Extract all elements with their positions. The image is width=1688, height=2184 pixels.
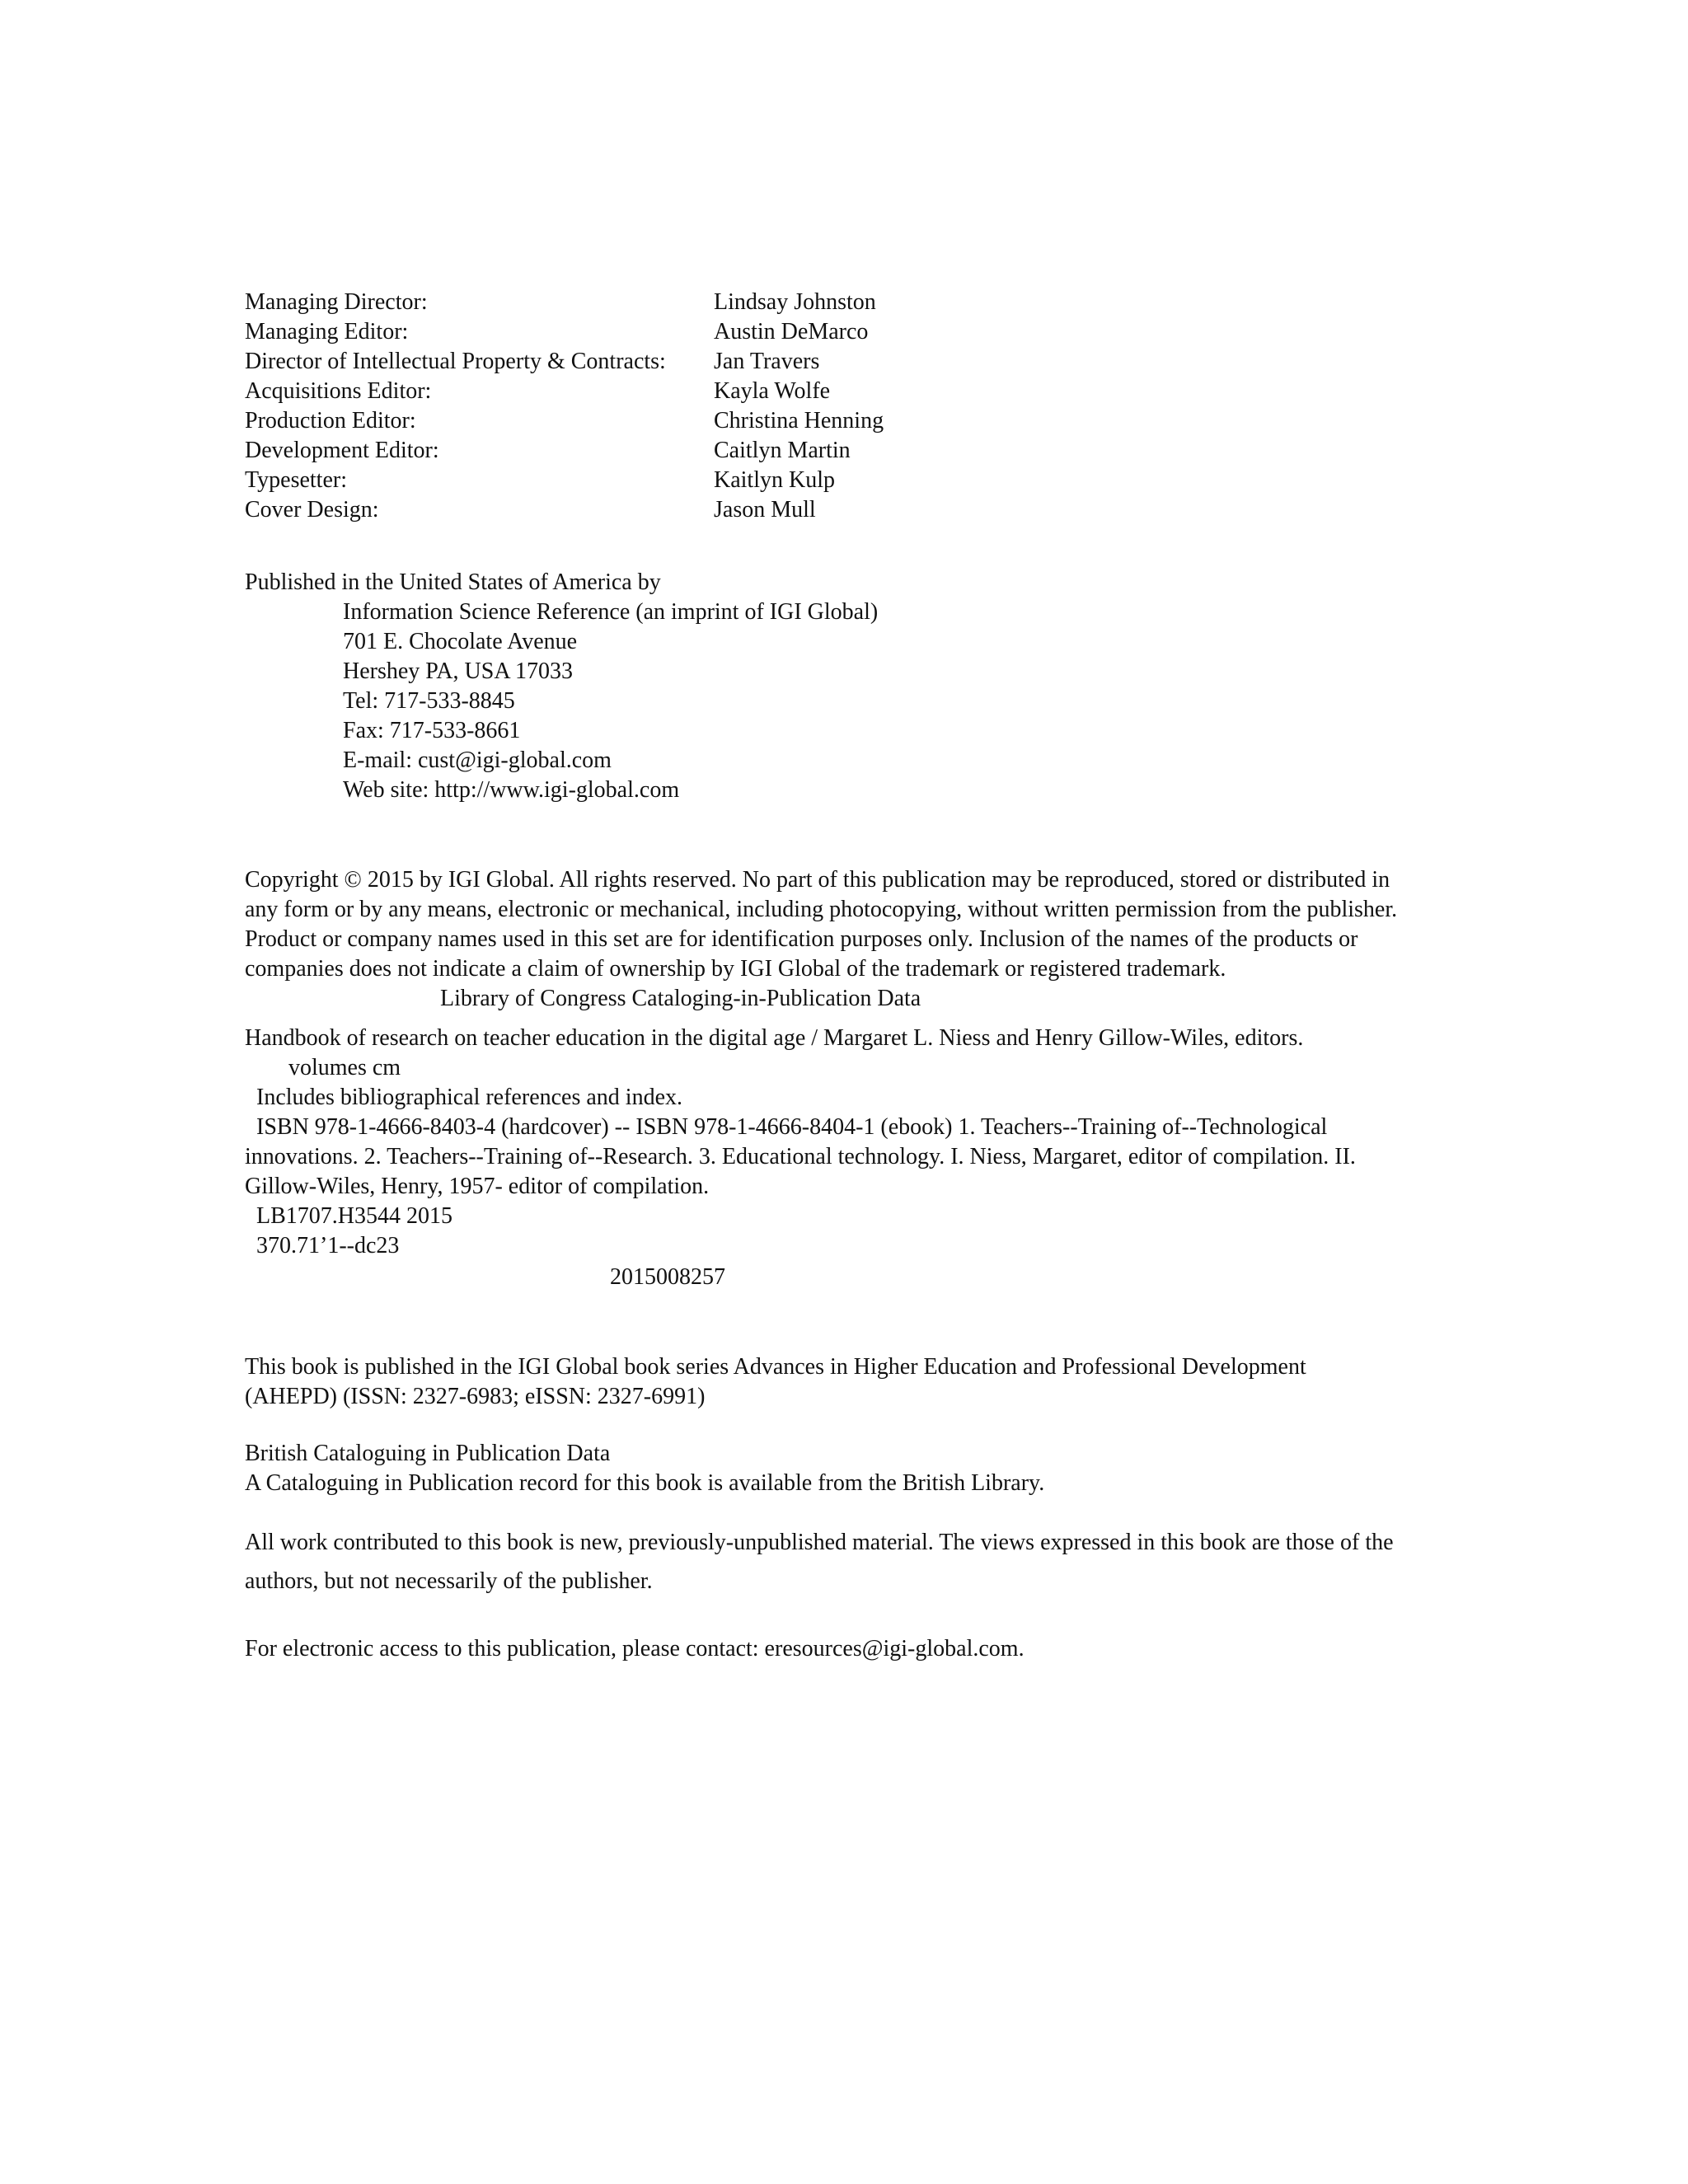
- british-cip-heading: British Cataloguing in Publication Data: [245, 1441, 611, 1466]
- credit-role: Production Editor:: [245, 408, 416, 434]
- cip-dewey: 370.71’1--dc23: [256, 1233, 400, 1258]
- british-cip-text: A Cataloguing in Publication record for this book is available from the British Library.: [245, 1470, 1045, 1496]
- copyright-line: companies does not indicate a claim of ownership by IGI Global of the trademark or registered trademark.: [245, 956, 1226, 982]
- publisher-name: Information Science Reference (an imprint of IGI Global): [343, 599, 879, 625]
- publisher-street: 701 E. Chocolate Avenue: [343, 629, 578, 654]
- credit-name: Lindsay Johnston: [714, 289, 876, 315]
- cip-call-number: LB1707.H3544 2015: [256, 1203, 452, 1229]
- credit-role: Managing Director:: [245, 289, 428, 315]
- disclaimer-line: authors, but not necessarily of the publisher.: [245, 1568, 653, 1594]
- publisher-website: Web site: http://www.igi-global.com: [343, 777, 680, 803]
- publisher-tel: Tel: 717-533-8845: [343, 688, 515, 714]
- cip-isbn-line: innovations. 2. Teachers--Training of--Research. 3. Educational technology. I. Niess, Margaret, editor of compilation. II.: [245, 1144, 1356, 1169]
- electronic-access-note: For electronic access to this publication, please contact: eresources@igi-global.com.: [245, 1636, 1025, 1661]
- publisher-fax: Fax: 717-533-8661: [343, 718, 521, 743]
- credit-name: Caitlyn Martin: [714, 438, 851, 463]
- cip-isbn-line: Gillow-Wiles, Henry, 1957- editor of compilation.: [245, 1174, 710, 1199]
- cip-title-line: Handbook of research on teacher education in the digital age / Margaret L. Niess and Henry Gillow-Wiles, editors.: [245, 1025, 1304, 1051]
- series-line: (AHEPD) (ISSN: 2327-6983; eISSN: 2327-6991): [245, 1384, 706, 1409]
- copyright-line: Copyright © 2015 by IGI Global. All rights reserved. No part of this publication may be reproduced, stored or distributed in: [245, 867, 1390, 893]
- credit-role: Managing Editor:: [245, 319, 409, 344]
- copyright-line: Product or company names used in this set are for identification purposes only. Inclusion of the names of the products or: [245, 926, 1358, 952]
- credit-role: Acquisitions Editor:: [245, 378, 432, 404]
- credit-name: Kayla Wolfe: [714, 378, 831, 404]
- series-line: This book is published in the IGI Global book series Advances in Higher Education and Professional Development: [245, 1354, 1306, 1380]
- copyright-line: any form or by any means, electronic or mechanical, including photocopying, without written permission from the publisher.: [245, 897, 1398, 922]
- credit-role: Development Editor:: [245, 438, 439, 463]
- credit-name: Austin DeMarco: [714, 319, 869, 344]
- publisher-email: E-mail: cust@igi-global.com: [343, 748, 612, 773]
- cip-lccn: 2015008257: [610, 1264, 725, 1290]
- credit-role: Director of Intellectual Property & Contracts:: [245, 349, 666, 374]
- credit-role: Cover Design:: [245, 497, 379, 523]
- publisher-city: Hershey PA, USA 17033: [343, 658, 573, 684]
- cip-isbn-line: ISBN 978-1-4666-8403-4 (hardcover) -- ISBN 978-1-4666-8404-1 (ebook) 1. Teachers--Training of--Technological: [256, 1114, 1328, 1140]
- credit-name: Kaitlyn Kulp: [714, 467, 835, 493]
- credit-name: Jason Mull: [714, 497, 816, 523]
- cip-includes: Includes bibliographical references and index.: [256, 1085, 683, 1110]
- publisher-intro: Published in the United States of America by: [245, 569, 661, 595]
- credit-role: Typesetter:: [245, 467, 347, 493]
- cip-volumes: volumes cm: [288, 1055, 401, 1080]
- cip-heading: Library of Congress Cataloging-in-Publication Data: [440, 986, 921, 1011]
- credit-name: Jan Travers: [714, 349, 820, 374]
- credit-name: Christina Henning: [714, 408, 884, 434]
- disclaimer-line: All work contributed to this book is new, previously-unpublished material. The views expressed in this book are those of the: [245, 1530, 1394, 1555]
